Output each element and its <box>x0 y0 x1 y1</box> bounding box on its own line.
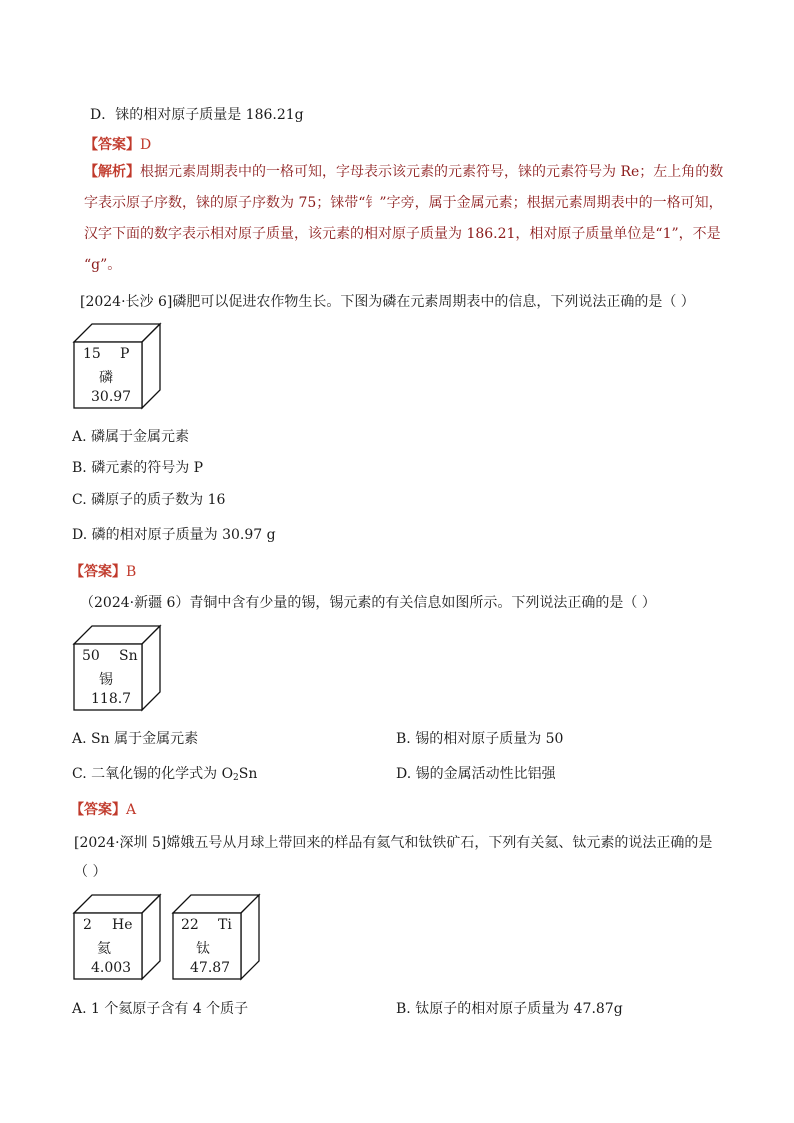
element-name: 氦 <box>97 941 111 957</box>
q3-option-a: A. 1 个氦原子含有 4 个质子 <box>72 1001 249 1017</box>
prev-answer <box>84 134 151 154</box>
atomic-mass: 4.003 <box>91 960 132 976</box>
q2-option-b: B. 锡的相对原子质量为 50 <box>396 731 564 747</box>
q1-option-a: A. 磷属于金属元素 <box>72 429 190 445</box>
atomic-mass: 118.7 <box>91 691 132 707</box>
element-name: 锡 <box>99 672 113 688</box>
q2-element-cell <box>74 626 164 712</box>
answer-value: A <box>126 802 137 818</box>
explain-line-3: 汉字下面的数字表示相对原子质量，该元素的相对原子质量为 186.21，相对原子质量单位是“1”，不是 <box>84 226 721 242</box>
q2-option-c <box>72 763 257 783</box>
element-symbol: P <box>120 346 130 362</box>
prev-option-d: D．铼的相对原子质量是 186.21g <box>90 107 304 123</box>
explain-line-2: 字表示原子序数，铼的原子序数为 75；铼带“钅”字旁，属于金属元素；根据元素周期表中的一格可知， <box>84 195 723 211</box>
q1-option-b: B. 磷元素的符号为 P <box>72 460 204 476</box>
atomic-number: 22 <box>181 917 199 933</box>
atomic-number: 2 <box>83 917 92 933</box>
q3-stem-line-2: （ ） <box>74 864 107 880</box>
q2-stem: （2024·新疆 6）青铜中含有少量的锡，锡元素的有关信息如图所示。下列说法正确的是（ ） <box>80 595 656 611</box>
answer-tag: 【答案】 <box>84 137 140 153</box>
q1-option-d: D. 磷的相对原子质量为 30.97 g <box>72 527 276 543</box>
prev-explanation <box>84 157 723 281</box>
q3-stem-line-1: [2024·深圳 5]嫦娥五号从月球上带回来的样品有氦气和钛铁矿石，下列有关氦、钛元素的说法正确的是 <box>74 835 713 851</box>
explain-line-1: 根据元素周期表中的一格可知，字母表示该元素的元素符号，铼的元素符号为 Re；左上角的数 <box>140 164 724 180</box>
q2-answer <box>70 799 136 819</box>
explain-tag: 【解析】 <box>84 164 140 180</box>
atomic-number: 50 <box>82 648 100 664</box>
q3-element-cell-helium <box>74 895 164 981</box>
option-c-suffix: Sn <box>238 766 258 782</box>
atomic-number: 15 <box>83 346 101 362</box>
element-symbol: Ti <box>218 917 232 933</box>
answer-value: D <box>140 137 152 153</box>
option-c-subscript: 2 <box>233 773 239 783</box>
q3-element-cell-titanium <box>173 895 263 981</box>
atomic-mass: 30.97 <box>91 389 132 405</box>
element-symbol: He <box>112 917 133 933</box>
answer-tag: 【答案】 <box>70 564 126 580</box>
explain-line-4: “g”。 <box>84 257 122 273</box>
q1-stem: [2024·长沙 6]磷肥可以促进农作物生长。下图为磷在元素周期表中的信息，下列说法正确的是（ ） <box>80 294 695 310</box>
answer-tag: 【答案】 <box>70 802 126 818</box>
q3-option-b: B. 钛原子的相对原子质量为 47.87g <box>396 1001 623 1017</box>
answer-value: B <box>126 564 137 580</box>
q1-option-c: C. 磷原子的质子数为 16 <box>72 492 226 508</box>
element-name: 磷 <box>99 370 113 386</box>
element-symbol: Sn <box>119 648 138 664</box>
q2-option-a: A. Sn 属于金属元素 <box>72 731 199 747</box>
q2-option-d: D. 锡的金属活动性比铝强 <box>396 766 556 782</box>
q1-element-cell <box>74 324 164 410</box>
q1-answer <box>70 561 136 581</box>
option-c-prefix: C. 二氧化锡的化学式为 O <box>72 766 234 782</box>
atomic-mass: 47.87 <box>190 960 231 976</box>
element-name: 钛 <box>196 941 210 957</box>
